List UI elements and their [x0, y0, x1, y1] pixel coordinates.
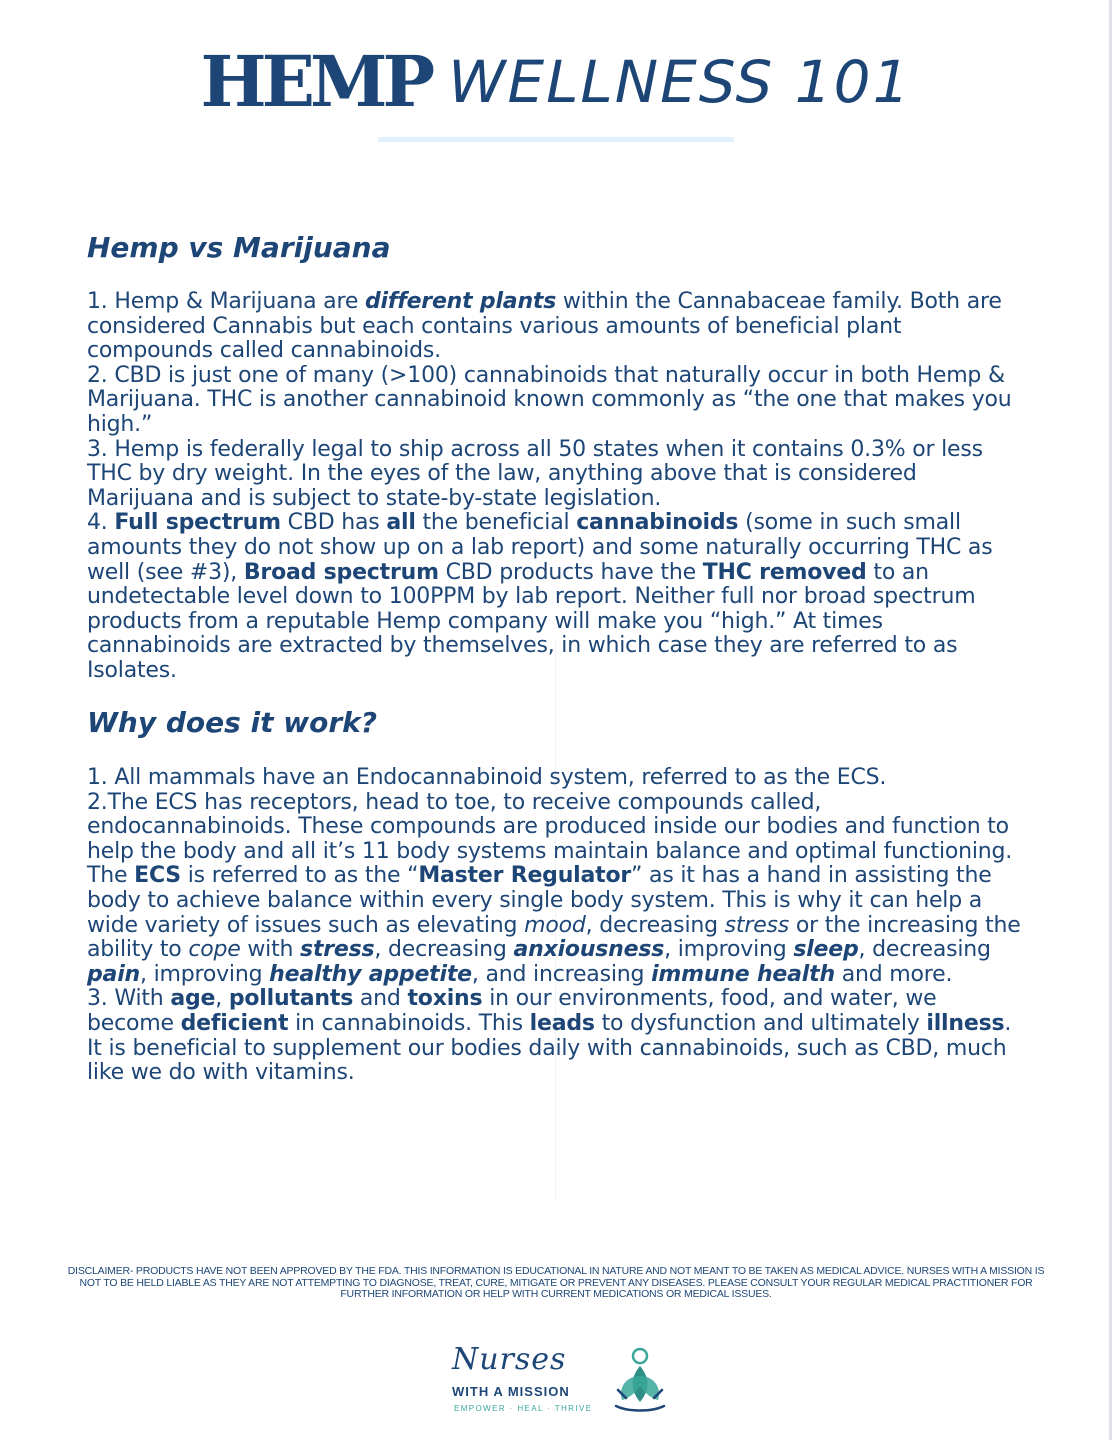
emphasis: anxiousness: [513, 937, 665, 963]
emphasis: pollutants: [228, 986, 354, 1012]
paragraph: 1. All mammals have an Endocannabinoid system, referred to as the ECS.: [87, 765, 887, 790]
title-underline: [378, 137, 734, 142]
title-script: WELLNESS 101: [448, 47, 912, 116]
emphasis: Master Regulator: [418, 863, 632, 889]
paragraph: 2.The ECS has receptors, head to toe, to receive compounds called, endocannabinoids. These compounds are produced inside our bodies and function to help the body and all it’s 11 body systems maintain balance and optimal functioning. The ECS is referred to as the “Master Regulator” as it has a hand in assisting the body to achieve balance within every single body system. This is why it can help a wide variety of issues such as elevating mood, decreasing stress or the increasing the ability to cope with stress, decreasing anxiousness, improving sleep, decreasing pain, improving healthy appetite, and increasing immune health and more.: [87, 789, 1021, 987]
logo-name: WITH A MISSION: [452, 1384, 570, 1399]
page-title: [0, 40, 1112, 123]
emphasis: cannabinoids: [576, 510, 739, 536]
logo-script: Nurses: [452, 1342, 567, 1377]
emphasis: age: [170, 986, 216, 1012]
title-main: HEMP: [200, 40, 431, 123]
paragraph: 3. With age, pollutants and toxins in our environments, food, and water, we become deficient in cannabinoids. This leads to dysfunction and ultimately illness. It is beneficial to supplement our bodies daily with cannabinoids, such as CBD, much like we do with vitamins.: [87, 986, 1012, 1086]
section-heading-hemp-vs-marijuana: Hemp vs Marijuana: [87, 231, 391, 264]
emphasis: illness: [926, 1010, 1005, 1036]
emphasis: deficient: [180, 1010, 289, 1036]
emphasis: immune health: [651, 961, 835, 987]
emphasis: Broad spectrum: [243, 559, 439, 585]
paragraph: 3. Hemp is federally legal to ship across all 50 states when it contains 0.3% or less THC by dry weight. In the eyes of the law, anything above that is considered Marijuana and is subject to state-by-state legislation.: [87, 436, 983, 511]
emphasis: pain: [87, 961, 140, 987]
emphasis: THC removed: [702, 559, 867, 585]
emphasis: toxins: [407, 986, 483, 1012]
emphasis: stress: [300, 937, 375, 963]
emphasis: different plants: [364, 289, 557, 314]
emphasis: mood: [524, 912, 586, 938]
logo-tagline: EMPOWER · HEAL · THRIVE: [454, 1404, 593, 1413]
section-heading-why-does-it-work: Why does it work?: [87, 706, 378, 739]
emphasis: healthy appetite: [269, 961, 472, 987]
emphasis: leads: [529, 1010, 595, 1036]
emphasis: ECS: [134, 863, 181, 889]
disclaimer: DISCLAIMER- PRODUCTS HAVE NOT BEEN APPROVED BY THE FDA. THIS INFORMATION IS EDUCATIONAL IN NATURE AND NOT MEANT TO BE TAKEN AS MEDICAL ADVICE. NURSES WITH A MISSION IS NOT TO BE HELD LIABLE AS THEY ARE NOT ATTEMPTING TO DIAGNOSE, TREAT, CURE, MITIGATE OR PREVENT ANY DISEASES. PLEASE CONSULT YOUR REGULAR MEDICAL PRACTITIONER FOR FURTHER INFORMATION OR HELP WITH CURRENT MEDICATIONS OR MEDICAL ISSUES.: [67, 1265, 1045, 1300]
paragraph: 2. CBD is just one of many (>100) cannabinoids that naturally occur in both Hemp & Marijuana. THC is another cannabinoid known commonly as “the one that makes you high.”: [87, 362, 1012, 437]
section-body-why-does-it-work: [87, 766, 1027, 1086]
emphasis: all: [386, 510, 416, 536]
emphasis: cope: [188, 937, 241, 963]
section-body-hemp-vs-marijuana: [87, 290, 1027, 684]
meditating-figure-icon: [612, 1346, 668, 1418]
brand-logo: [446, 1342, 676, 1422]
emphasis: Full spectrum: [114, 510, 281, 536]
emphasis: sleep: [793, 937, 859, 963]
emphasis: stress: [724, 912, 790, 938]
paragraph: 4. Full spectrum CBD has all the beneficial cannabinoids (some in such small amounts they do not show up on a lab report) and some naturally occurring THC as well (see #3), Broad spectrum CBD products have the THC removed to an undetectable level down to 100PPM by lab report. Neither full nor broad spectrum products from a reputable Hemp company will make you “high.” At times cannabinoids are extracted by themselves, in which case they are referred to as Isolates.: [87, 510, 993, 683]
paragraph: 1. Hemp & Marijuana are different plants within the Cannabaceae family. Both are considered Cannabis but each contains various amounts of beneficial plant compounds called cannabinoids.: [87, 289, 1002, 364]
